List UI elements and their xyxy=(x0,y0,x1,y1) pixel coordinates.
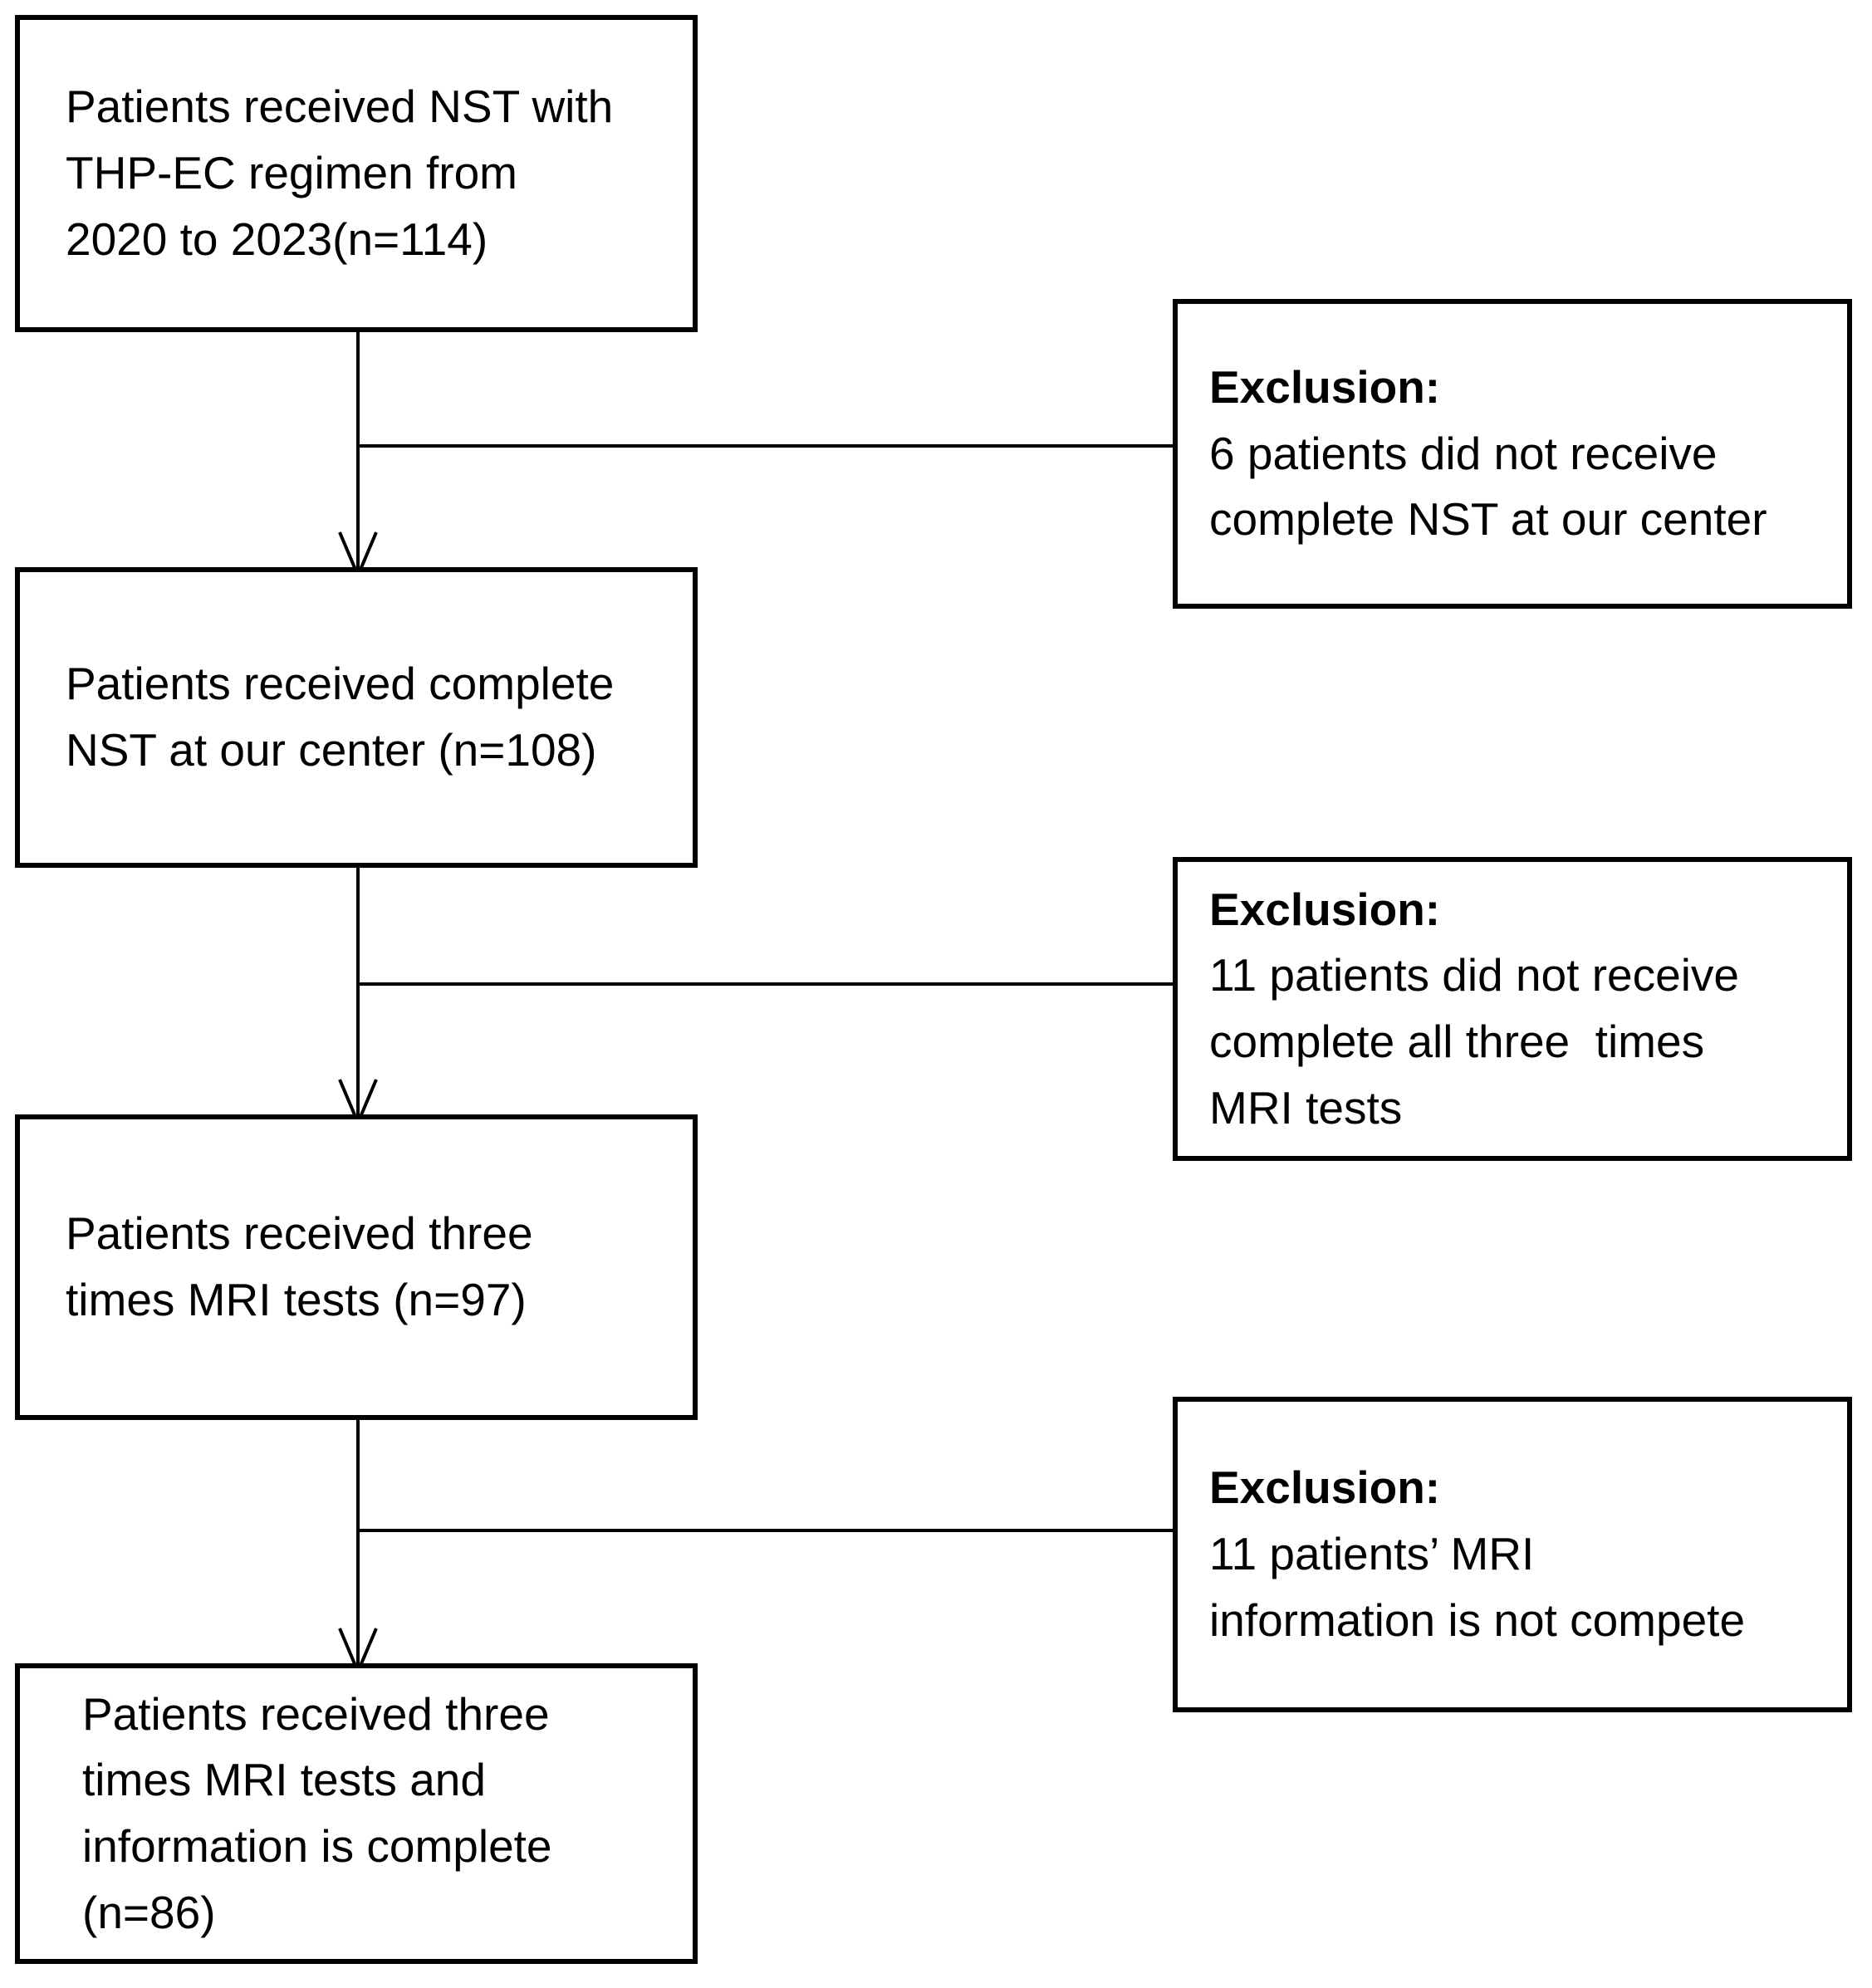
exclusion-text-line: 11 patients did not receive xyxy=(1209,949,1740,1001)
exclusion-heading: Exclusion: xyxy=(1209,883,1441,935)
exclusion-heading: Exclusion: xyxy=(1209,1462,1441,1514)
exclusion-box-incomplete-nst xyxy=(1173,299,1852,609)
exclusion-text-line: 6 patients did not receive xyxy=(1209,427,1718,479)
flow-box-text-line: Patients received NST with xyxy=(66,81,614,133)
flow-box-final-cohort xyxy=(15,1663,698,1964)
exclusion-text-line: information is not compete xyxy=(1209,1594,1746,1646)
flow-box-text-line: times MRI tests and xyxy=(82,1754,486,1806)
exclusion-text-line: 11 patients’ MRI xyxy=(1209,1528,1535,1580)
flow-box-text-line: Patients received three xyxy=(82,1687,550,1740)
flow-box-text-line: times MRI tests (n=97) xyxy=(66,1274,527,1325)
exclusion-heading: Exclusion: xyxy=(1209,360,1441,413)
exclusion-text-line: complete NST at our center xyxy=(1209,493,1767,546)
exclusion-box-incomplete-mri-tests xyxy=(1173,857,1852,1161)
flow-box-text-line: THP-EC regimen from xyxy=(66,147,517,199)
flow-box-text-line: information is complete xyxy=(82,1820,552,1872)
flow-box-three-mri xyxy=(15,1114,698,1420)
exclusion-box-incomplete-mri-info xyxy=(1173,1397,1852,1712)
flow-box-text-line: Patients received three xyxy=(66,1207,533,1260)
exclusion-text-line: complete all three times xyxy=(1209,1016,1705,1067)
flow-box-text-line: Patients received complete xyxy=(66,658,615,710)
flow-box-enrolled xyxy=(15,15,698,332)
flow-box-text-line: NST at our center (n=108) xyxy=(66,724,597,776)
exclusion-text-line: MRI tests xyxy=(1209,1081,1403,1134)
flow-box-text-line: 2020 to 2023(n=114) xyxy=(66,213,488,265)
flow-box-text-line: (n=86) xyxy=(82,1886,216,1938)
flow-box-complete-nst xyxy=(15,567,698,868)
